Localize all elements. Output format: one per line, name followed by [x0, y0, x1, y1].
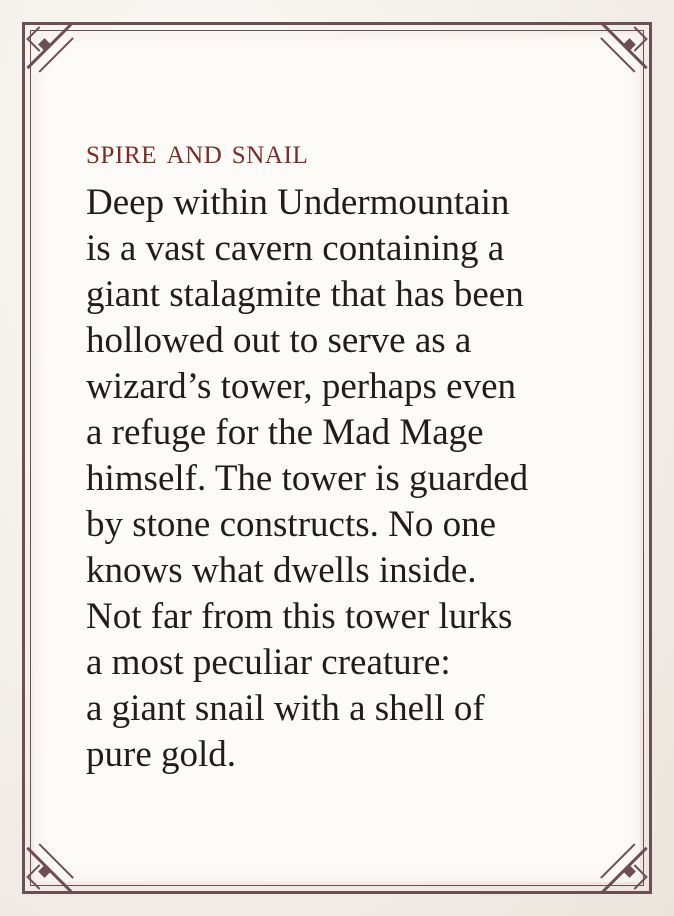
body-line: Not far from this tower lurks	[86, 596, 513, 637]
body-line: a most peculiar creature:	[86, 642, 451, 683]
body-line: wizard’s tower, perhaps even	[86, 366, 517, 407]
card-body	[86, 180, 596, 778]
body-line: by stone constructs. No one	[86, 504, 497, 545]
card-title: spire and snail	[86, 132, 309, 171]
body-line: hollowed out to serve as a	[86, 320, 472, 361]
corner-ornament-top-left	[14, 14, 76, 76]
corner-ornament-bottom-right	[598, 840, 660, 902]
body-line: a refuge for the Mad Mage	[86, 412, 484, 453]
card-content	[86, 130, 596, 778]
body-line: Deep within Undermountain	[86, 182, 510, 223]
body-line: giant stalagmite that has been	[86, 274, 524, 315]
body-line: himself. The tower is guarded	[86, 458, 529, 499]
body-line: pure gold.	[86, 734, 237, 775]
body-line: a giant snail with a shell of	[86, 688, 485, 729]
corner-ornament-top-right	[598, 14, 660, 76]
body-line: knows what dwells inside.	[86, 550, 477, 591]
body-line: is a vast cavern containing a	[86, 228, 505, 269]
corner-ornament-bottom-left	[14, 840, 76, 902]
